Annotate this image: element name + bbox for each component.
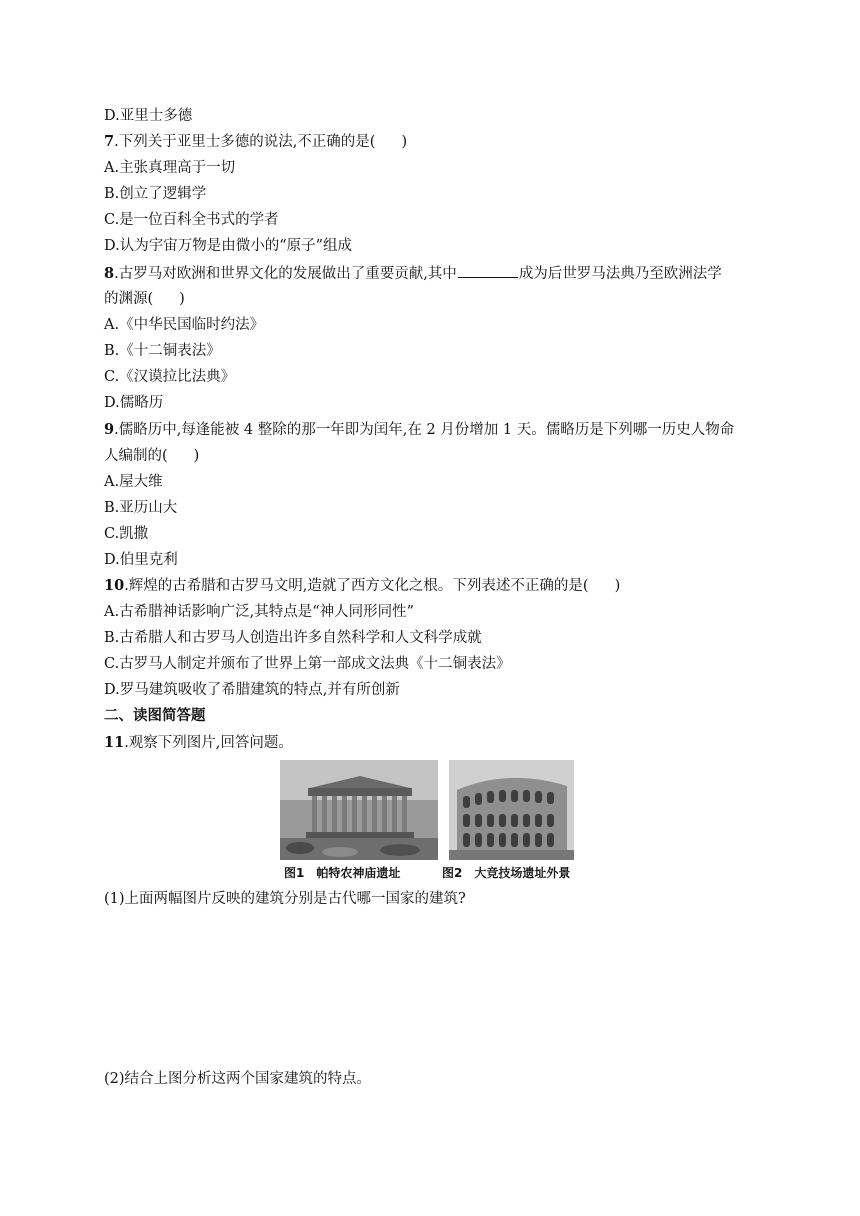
q8-option-d: D.儒略历 — [104, 395, 164, 411]
q8-stem-line2 — [104, 289, 185, 309]
q9-option-b: B.亚历山大 — [104, 500, 178, 516]
q11-number: 11 — [104, 734, 125, 751]
q10-stem — [104, 576, 620, 596]
q11-stem — [104, 733, 293, 753]
q11-part2: (2)结合上图分析这两个国家建筑的特点。 — [104, 1071, 372, 1087]
q8-line2-text: 的渊源( — [104, 291, 154, 307]
q10-close: ) — [614, 578, 621, 594]
q7-close: ) — [401, 134, 408, 150]
figure1-caption: 图1 帕特农神庙遗址 — [284, 866, 401, 880]
q11-text: .观察下列图片,回答问题。 — [124, 735, 293, 751]
q9-stem — [104, 420, 734, 440]
q7-option-d: D.认为宇宙万物是由微小的“原子”组成 — [104, 238, 353, 254]
q9-option-a: A.屋大维 — [104, 474, 163, 490]
q9-option-d: D.伯里克利 — [104, 552, 178, 568]
q11-part1: (1)上面两幅图片反映的建筑分别是古代哪一国家的建筑? — [104, 891, 466, 907]
figure2-caption: 图2 大竞技场遗址外景 — [442, 866, 571, 880]
q8-option-b: B.《十二铜表法》 — [104, 343, 221, 359]
q9-option-c: C.凯撒 — [104, 526, 149, 542]
q10-text: .辉煌的古希腊和古罗马文明,造就了西方文化之根。下列表述不正确的是( — [124, 578, 589, 594]
q8-text-1: .古罗马对欧洲和世界文化的发展做出了重要贡献,其中 — [114, 266, 457, 282]
q7-text: .下列关于亚里士多德的说法,不正确的是( — [114, 134, 376, 150]
q9-close: ) — [193, 448, 200, 464]
q10-option-d: D.罗马建筑吸收了希腊建筑的特点,并有所创新 — [104, 682, 400, 698]
q10-option-b: B.古希腊人和古罗马人创造出许多自然科学和人文科学成就 — [104, 630, 482, 646]
q8-option-c: C.《汉谟拉比法典》 — [104, 369, 236, 385]
q8-stem — [104, 263, 722, 284]
parthenon-photo — [280, 760, 438, 860]
q10-number: 10 — [104, 577, 125, 594]
q10-option-a: A.古希腊神话影响广泛,其特点是“神人同形同性” — [104, 604, 415, 620]
q7-option-b: B.创立了逻辑学 — [104, 186, 207, 202]
colosseum-illustration — [449, 760, 574, 860]
q9-stem-line2 — [104, 446, 199, 466]
parthenon-illustration — [280, 760, 438, 860]
q10-option-c: C.古罗马人制定并颁布了世界上第一部成文法典《十二铜表法》 — [104, 656, 511, 672]
section-heading: 二、读图简答题 — [104, 707, 206, 724]
q6-option-d: D.亚里士多德 — [104, 108, 193, 124]
q7-option-c: C.是一位百科全书式的学者 — [104, 212, 279, 228]
q8-option-a: A.《中华民国临时约法》 — [104, 317, 265, 333]
q8-text-2: 成为后世罗马法典乃至欧洲法学 — [518, 266, 722, 282]
q9-text: .儒略历中,每逢能被 4 整除的那一年即为闰年,在 2 月份增加 1 天。儒略历是下列哪一历史人物命 — [114, 422, 735, 438]
q9-line2-text: 人编制的( — [104, 448, 168, 464]
colosseum-photo — [449, 760, 574, 860]
q8-number: 8 — [104, 265, 115, 282]
q8-close: ) — [179, 291, 185, 307]
q8-blank — [458, 263, 518, 278]
q7-number: 7 — [104, 133, 115, 150]
q9-number: 9 — [104, 421, 115, 438]
q7-stem — [104, 132, 407, 152]
q7-option-a: A.主张真理高于一切 — [104, 160, 236, 176]
